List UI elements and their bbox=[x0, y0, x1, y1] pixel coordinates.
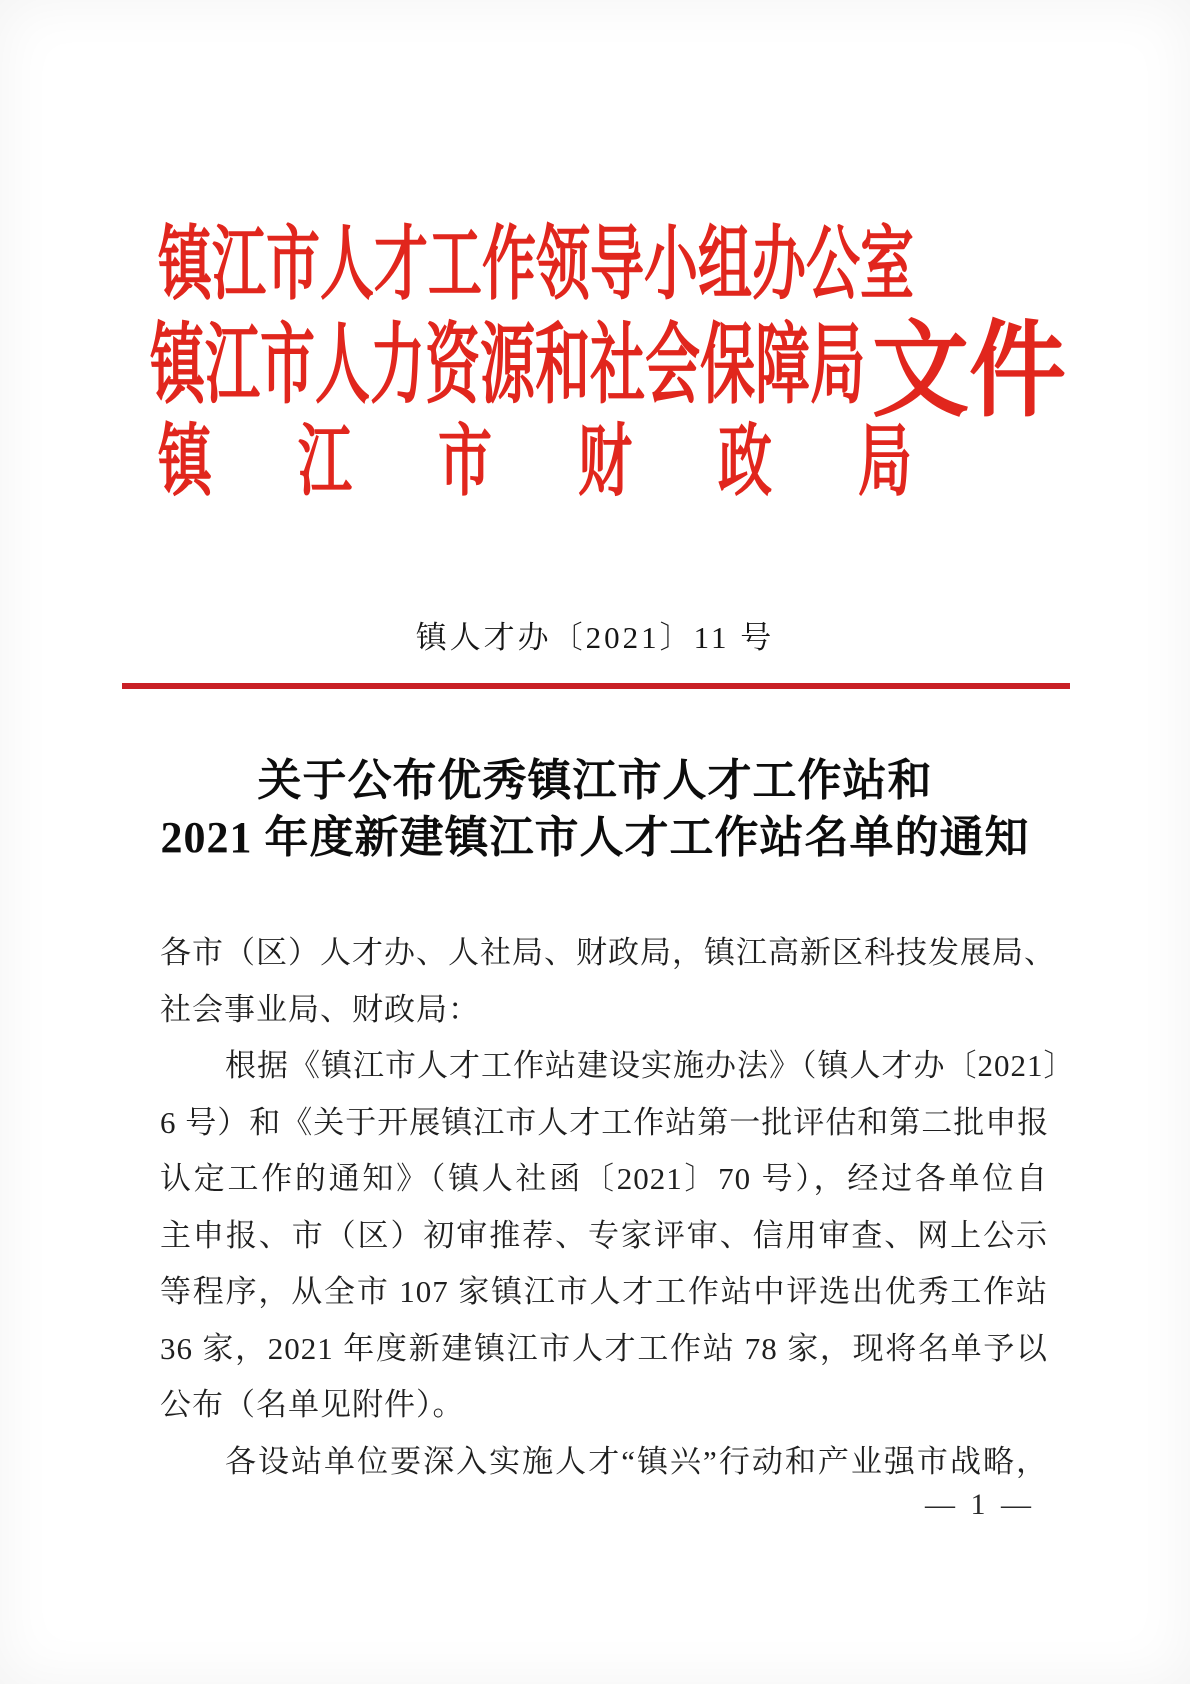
body-line: 6 号）和《关于开展镇江市人才工作站第一批评估和第二批申报 bbox=[160, 1104, 1050, 1140]
letterhead-line-hr-social-security-bureau bbox=[150, 316, 866, 415]
red-divider-rule bbox=[122, 683, 1070, 689]
letterhead-char: 导 bbox=[590, 220, 644, 310]
letterhead-char: 作 bbox=[482, 220, 536, 310]
body-line: 根据《镇江市人才工作站建设实施办法》（镇人才办〔2021〕 bbox=[225, 1048, 1076, 1083]
letterhead-line-finance-bureau bbox=[158, 418, 912, 506]
document-title bbox=[120, 752, 1070, 866]
letterhead-char: 财 bbox=[578, 418, 632, 506]
document-reference-number: 镇人才办〔2021〕11 号 bbox=[415, 620, 775, 655]
page-number: — 1 — bbox=[925, 1488, 1035, 1521]
letterhead-char: 办 bbox=[752, 220, 806, 310]
body-line: 主申报、市（区）初审推荐、专家评审、信用审查、网上公示 bbox=[160, 1217, 1048, 1253]
letterhead-char: 江 bbox=[212, 220, 266, 310]
letterhead-char: 保 bbox=[700, 316, 756, 415]
letterhead-char: 力 bbox=[370, 316, 426, 415]
letterhead-char: 和 bbox=[535, 316, 591, 415]
letterhead-char: 公 bbox=[806, 220, 860, 310]
letterhead-char: 局 bbox=[858, 418, 912, 506]
letterhead-char: 局 bbox=[810, 316, 866, 415]
letterhead-char: 件 bbox=[969, 313, 1066, 430]
body-line: 认定工作的通知》（镇人社函〔2021〕70 号），经过各单位自 bbox=[160, 1161, 1048, 1196]
body-line: 各设站单位要深入实施人才“镇兴”行动和产业强市战略， bbox=[225, 1443, 1048, 1479]
body-line: 等程序，从全市 107 家镇江市人才工作站中评选出优秀工作站 bbox=[160, 1274, 1048, 1309]
letterhead-line-leading-group-office bbox=[158, 220, 914, 310]
letterhead-char: 资 bbox=[425, 316, 481, 415]
letterhead-char: 工 bbox=[428, 220, 482, 310]
letterhead-char: 市 bbox=[260, 316, 316, 415]
document-title-line-2: 2021 年度新建镇江市人才工作站名单的通知 bbox=[160, 813, 1030, 862]
letterhead-char: 市 bbox=[266, 220, 320, 310]
letterhead-char: 小 bbox=[644, 220, 698, 310]
body-line: 社会事业局、财政局： bbox=[160, 991, 480, 1027]
letterhead-char: 文 bbox=[872, 313, 969, 430]
letterhead-wenjian-label bbox=[872, 313, 1066, 430]
letterhead-char: 政 bbox=[718, 418, 772, 506]
letterhead-char: 市 bbox=[438, 418, 492, 506]
document-body bbox=[160, 925, 1076, 1490]
letterhead-char: 源 bbox=[480, 316, 536, 415]
letterhead-char: 组 bbox=[698, 220, 752, 310]
letterhead-char: 障 bbox=[755, 316, 811, 415]
letterhead-char: 人 bbox=[320, 220, 374, 310]
letterhead-char: 镇 bbox=[150, 316, 206, 415]
letterhead-char: 领 bbox=[536, 220, 590, 310]
letterhead-char: 人 bbox=[315, 316, 371, 415]
body-line: 公布（名单见附件）。 bbox=[160, 1387, 465, 1422]
body-line: 各市（区）人才办、人社局、财政局，镇江高新区科技发展局、 bbox=[160, 935, 1056, 970]
letterhead-char: 江 bbox=[205, 316, 261, 415]
letterhead-char: 镇 bbox=[158, 220, 212, 310]
letterhead-char: 才 bbox=[374, 220, 428, 310]
document-title-line-1: 关于公布优秀镇江市人才工作站和 bbox=[257, 756, 933, 805]
letterhead-char: 会 bbox=[645, 316, 701, 415]
letterhead-char: 镇 bbox=[158, 418, 212, 506]
letterhead-char: 社 bbox=[590, 316, 646, 415]
letterhead-char: 江 bbox=[298, 418, 352, 506]
body-line: 36 家，2021 年度新建镇江市人才工作站 78 家，现将名单予以 bbox=[160, 1330, 1048, 1366]
letterhead-char: 室 bbox=[860, 220, 914, 310]
